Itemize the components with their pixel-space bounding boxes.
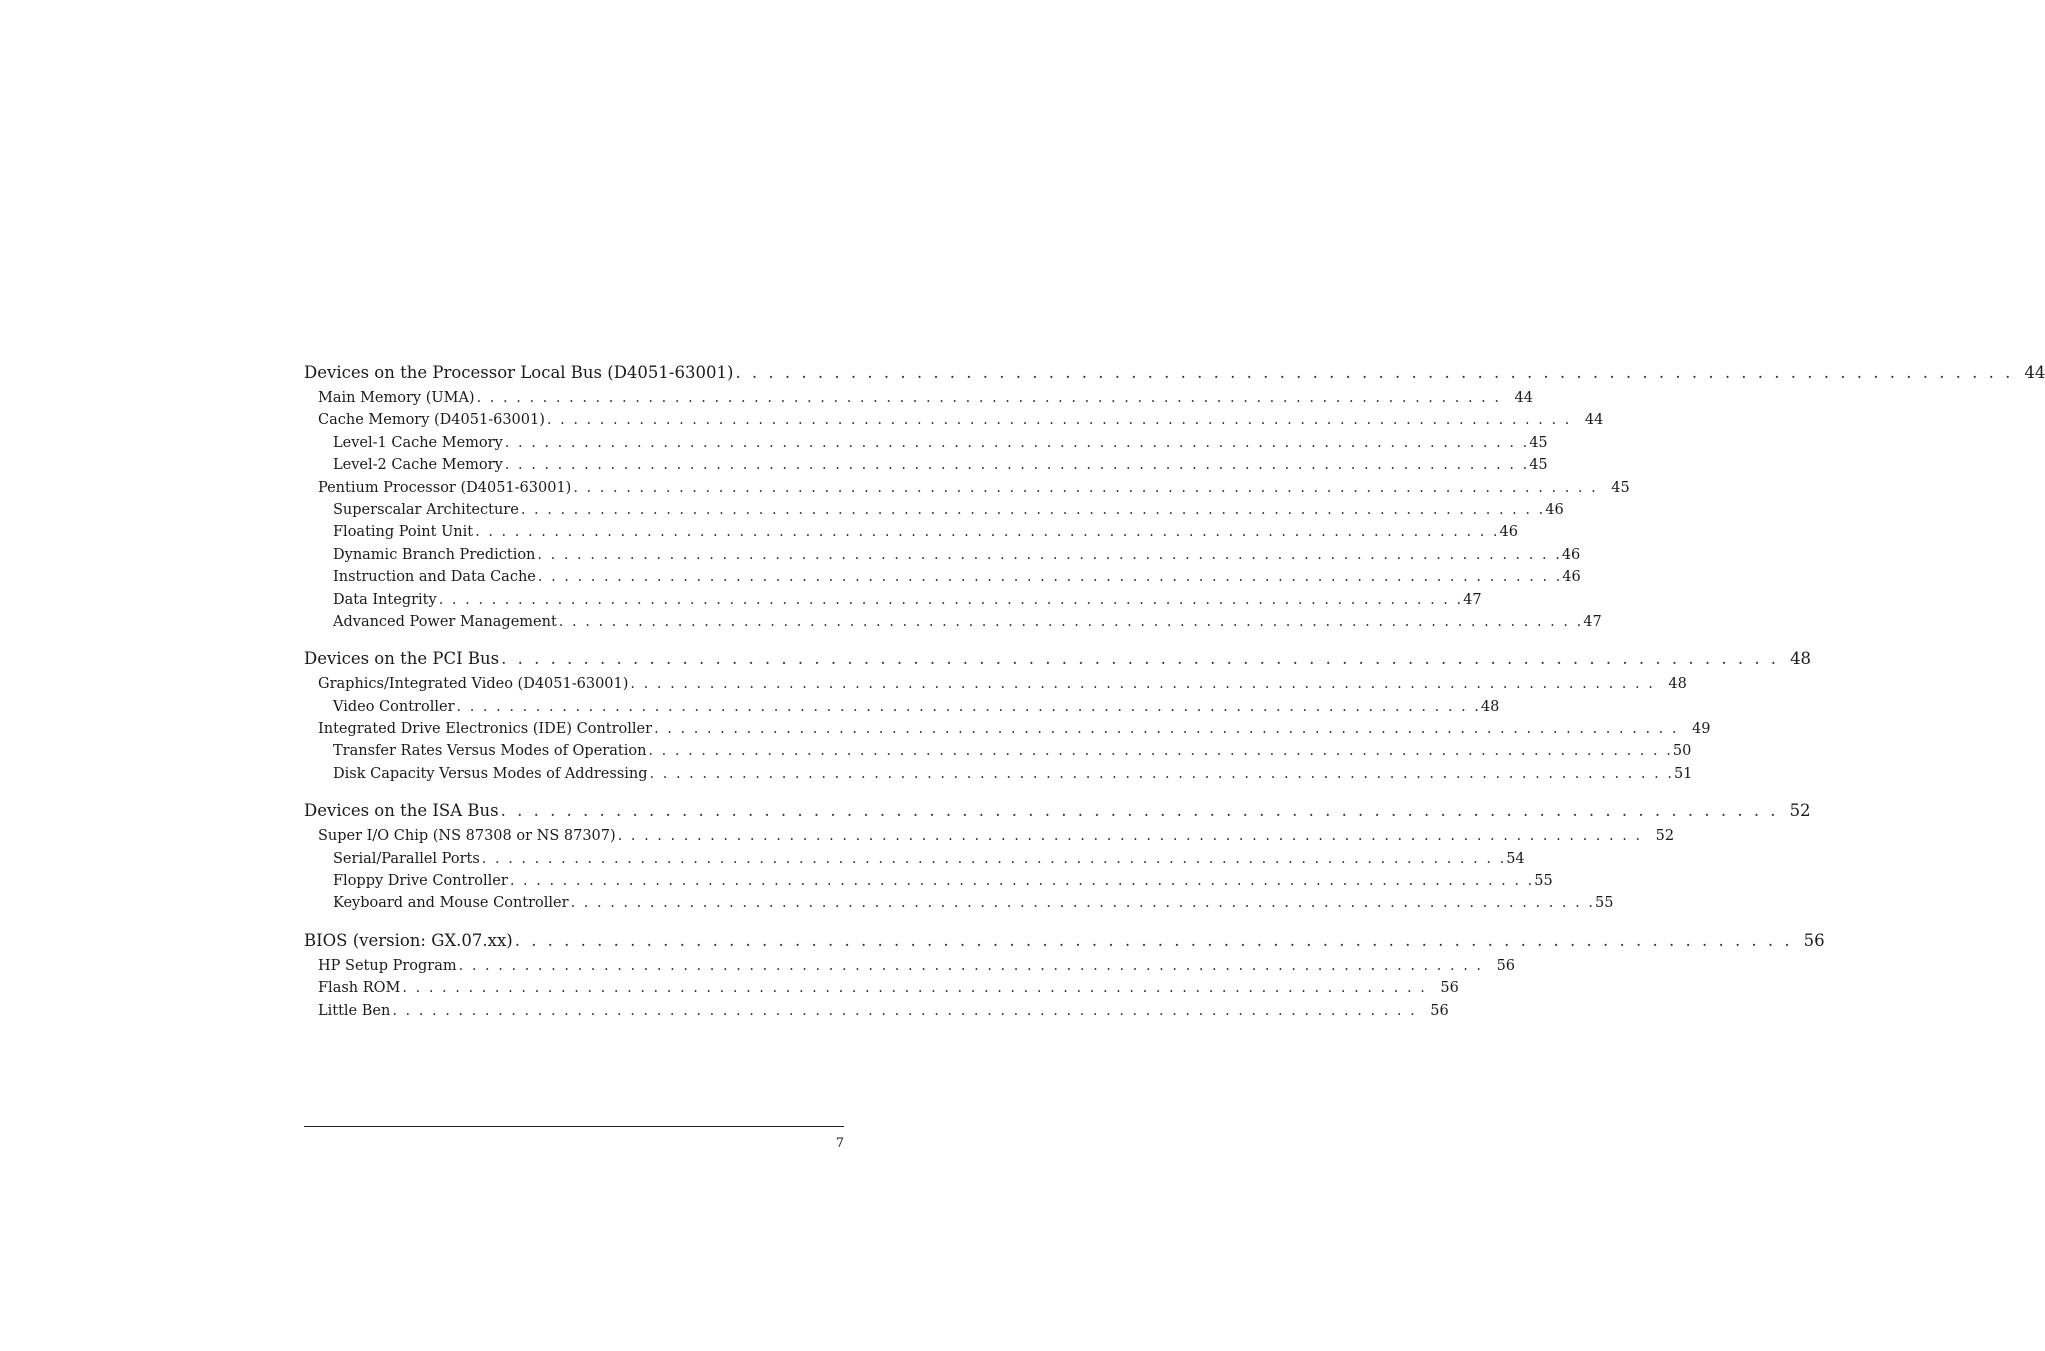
toc-entry-title: Transfer Rates Versus Modes of Operation [333,743,647,760]
toc-entry-page: 45 [1529,434,1548,451]
dot-leader: . . . . . . . . . . . . . . . . . . . . . . . . . . . . . . . . . . . . . . . . . . . . . . . . . . . . . . . . . . . . . . . . . . . . . . . . . . . . . . [558,613,1584,630]
dot-leader: . . . . . . . . . . . . . . . . . . . . . . . . . . . . . . . . . . . . . . . . . . . . . . . . . . . . . . . . . . . . . . . . . . . . . . . . . . . . . . [504,434,1530,451]
toc-subsection-entry[interactable] [304,499,1564,521]
toc-entry-title: Pentium Processor (D4051-63001) [318,479,572,496]
toc-subsection-entry[interactable] [304,892,1614,914]
toc-entry-page: 48 [1790,649,1812,669]
toc-section-entry[interactable] [304,718,1711,740]
toc-chapter-entry[interactable] [304,646,1812,672]
toc-section [304,360,2045,633]
toc-entry-title: Floppy Drive Controller [333,873,508,890]
toc-entry-title: Level-2 Cache Memory [333,457,503,474]
toc-entry-page: 50 [1672,743,1692,760]
toc-entry-page: 44 [1514,390,1533,406]
toc-section-entry[interactable] [304,1000,1449,1022]
toc-section-entry[interactable] [304,477,1630,499]
toc-entry-page: 44 [1584,412,1604,429]
toc-entry-page: 46 [1562,569,1581,586]
toc-entry-title: Floating Point Unit [333,524,474,541]
toc-subsection-entry[interactable] [304,566,1581,588]
toc-entry-title: Disk Capacity Versus Modes of Addressing [333,765,648,782]
dot-leader: . . . . . . . . . . . . . . . . . . . . . . . . . . . . . . . . . . . . . . . . . . . . . . . . . . . . . . . . . . . . . . . . . . . . . . . . . . . . . . [630,676,1655,693]
dot-leader: . . . . . . . . . . . . . . . . . . . . . . . . . . . . . . . . . . . . . . . . . . . . . . . . . . . . . . . . . . . . . . . . . . . . . . . . . . . . . . [509,873,1535,890]
toc-subsection-entry[interactable] [304,611,1602,633]
toc-entry-page: 47 [1583,613,1602,630]
dot-leader: . . . . . . . . . . . . . . . . . . . . . . . . . . . . . . . . . . . . . . . . . . . . . . . . . . . . . . . . . . . . . . . . . . . . . . . . . . . . . . [654,721,1679,738]
toc-subsection-entry[interactable] [304,432,1548,454]
toc-entry-title: Instruction and Data Cache [333,569,536,586]
dot-leader: . . . . . . . . . . . . . . . . . . . . . . . . . . . . . . . . . . . . . . . . . . . . . . . . . . . . . . . . . . . . . . . . . . . . . . . . . . . . . . [546,412,1572,429]
dot-leader: . . . . . . . . . . . . . . . . . . . . . . . . . . . . . . . . . . . . . . . . . . . . . . . . . . . . . . . . . . . . . . . . . . . . . . . . . . . . . . [438,591,1464,608]
footer-rule [304,1126,844,1127]
toc-chapter-entry[interactable] [304,928,1825,954]
toc-entry-page: 48 [1668,676,1687,693]
toc-entry-title: Keyboard and Mouse Controller [333,895,569,912]
toc-chapter-entry[interactable] [304,360,2045,386]
toc-section-entry[interactable] [304,387,1533,409]
dot-leader: . . . . . . . . . . . . . . . . . . . . . . . . . . . . . . . . . . . . . . . . . . . . . . . . . . . . . . . . . . . . . . . . . . . . . . . . . . . . . . [617,828,1643,845]
toc-entry-page: 56 [1440,980,1459,997]
dot-leader: . . . . . . . . . . . . . . . . . . . . . . . . . . . . . . . . . . . . . . . . . . . . . . . . . . . . . . . . . . . . . . . . . . . . . . . . . . . . . . [402,980,1427,997]
toc-entry-page: 56 [1803,930,1825,950]
toc-entry-page: 52 [1655,828,1675,845]
dot-leader: . . . . . . . . . . . . . . . . . . . . . . . . . . . . . . . . . . . . . . . . . . . . . . . . . . . . . . . . . . . . . . . . . . . . . . . . . . . . . . [573,479,1598,496]
toc-section-entry[interactable] [304,673,1687,695]
toc-subsection-entry[interactable] [304,521,1518,543]
toc-entry-page: 56 [1430,1002,1449,1019]
toc-entry-page: 51 [1673,765,1693,782]
dot-leader: . . . . . . . . . . . . . . . . . . . . . . . . . . . . . . . . . . . . . . . . . . . . . . . . . . . . . . . . . . . . . . . . . . . . . . . . . . . . . . [500,801,1779,821]
dot-leader: . . . . . . . . . . . . . . . . . . . . . . . . . . . . . . . . . . . . . . . . . . . . . . . . . . . . . . . . . . . . . . . . . . . . . . . . . . . . . . [537,546,1562,563]
dot-leader: . . . . . . . . . . . . . . . . . . . . . . . . . . . . . . . . . . . . . . . . . . . . . . . . . . . . . . . . . . . . . . . . . . . . . . . . . . . . . . [476,390,1501,406]
toc-entry-page: 46 [1545,501,1564,518]
toc-entry-title: HP Setup Program [318,957,457,974]
toc-entry-title: Devices on the Processor Local Bus (D4051-63001) [304,363,734,382]
toc-subsection-entry[interactable] [304,696,1500,718]
toc-subsection-entry[interactable] [304,544,1581,566]
toc-entry-page: 55 [1534,873,1553,890]
toc-entry-title: Devices on the ISA Bus [304,801,499,821]
toc-entry-page: 45 [1611,479,1630,496]
toc-section [304,646,1812,785]
toc-subsection-entry[interactable] [304,740,1692,762]
toc-section-entry[interactable] [304,409,1604,431]
dot-leader: . . . . . . . . . . . . . . . . . . . . . . . . . . . . . . . . . . . . . . . . . . . . . . . . . . . . . . . . . . . . . . . . . . . . . . . . . . . . . . [501,649,1780,669]
toc-entry-page: 47 [1463,591,1482,608]
dot-leader: . . . . . . . . . . . . . . . . . . . . . . . . . . . . . . . . . . . . . . . . . . . . . . . . . . . . . . . . . . . . . . . . . . . . . . . . . . . . . . [648,743,1673,760]
dot-leader: . . . . . . . . . . . . . . . . . . . . . . . . . . . . . . . . . . . . . . . . . . . . . . . . . . . . . . . . . . . . . . . . . . . . . . . . . . . . . . [458,957,1484,974]
toc-entry-title: Data Integrity [333,591,437,608]
toc-section-entry[interactable] [304,977,1459,999]
toc-entry-title: Devices on the PCI Bus [304,649,500,669]
toc-entry-title: Cache Memory (D4051-63001) [318,412,545,429]
toc-entry-title: Super I/O Chip (NS 87308 or NS 87307) [318,828,616,845]
toc-entry-page: 55 [1594,895,1614,912]
dot-leader: . . . . . . . . . . . . . . . . . . . . . . . . . . . . . . . . . . . . . . . . . . . . . . . . . . . . . . . . . . . . . . . . . . . . . . . . . . . . . . [392,1002,1417,1019]
toc-section-entry[interactable] [304,955,1516,977]
toc-entry-title: BIOS (version: GX.07.xx) [304,930,513,950]
dot-leader: . . . . . . . . . . . . . . . . . . . . . . . . . . . . . . . . . . . . . . . . . . . . . . . . . . . . . . . . . . . . . . . . . . . . . . . . . . . . . . [649,765,1674,782]
toc-entry-title: Graphics/Integrated Video (D4051-63001) [318,676,629,693]
toc-entry-page: 54 [1506,850,1525,867]
toc-entry-title: Superscalar Architecture [333,501,519,518]
toc-entry-page: 48 [1480,698,1500,715]
dot-leader: . . . . . . . . . . . . . . . . . . . . . . . . . . . . . . . . . . . . . . . . . . . . . . . . . . . . . . . . . . . . . . . . . . . . . . . . . . . . . . [514,930,1793,950]
toc-section [304,928,1825,1022]
dot-leader: . . . . . . . . . . . . . . . . . . . . . . . . . . . . . . . . . . . . . . . . . . . . . . . . . . . . . . . . . . . . . . . . . . . . . . . . . . . . . . [537,569,1563,586]
dot-leader: . . . . . . . . . . . . . . . . . . . . . . . . . . . . . . . . . . . . . . . . . . . . . . . . . . . . . . . . . . . . . . . . . . . . . . . . . . . . . . [520,501,1546,518]
toc-entry-title: Flash ROM [318,980,401,997]
dot-leader: . . . . . . . . . . . . . . . . . . . . . . . . . . . . . . . . . . . . . . . . . . . . . . . . . . . . . . . . . . . . . . . . . . . . . . . . . . . . . . [475,524,1500,541]
table-of-contents [304,360,2045,1035]
toc-entry-page: 45 [1529,457,1548,474]
toc-entry-title: Integrated Drive Electronics (IDE) Controller [318,721,653,738]
toc-entry-page: 46 [1561,546,1581,563]
dot-leader: . . . . . . . . . . . . . . . . . . . . . . . . . . . . . . . . . . . . . . . . . . . . . . . . . . . . . . . . . . . . . . . . . . . . . . . . . . . . . . [570,895,1595,912]
toc-entry-title: Advanced Power Management [333,613,557,630]
toc-entry-title: Little Ben [318,1002,391,1019]
toc-entry-title: Dynamic Branch Prediction [333,546,536,563]
dot-leader: . . . . . . . . . . . . . . . . . . . . . . . . . . . . . . . . . . . . . . . . . . . . . . . . . . . . . . . . . . . . . . . . . . . . . . . . . . . . . . [504,457,1530,474]
dot-leader: . . . . . . . . . . . . . . . . . . . . . . . . . . . . . . . . . . . . . . . . . . . . . . . . . . . . . . . . . . . . . . . . . . . . . . . . . . . . . . [456,698,1481,715]
toc-entry-title: Video Controller [333,698,455,715]
toc-entry-page: 52 [1789,801,1811,821]
toc-section-entry[interactable] [304,825,1675,847]
toc-entry-page: 44 [2024,363,2045,382]
toc-entry-page: 49 [1692,721,1711,738]
toc-entry-page: 46 [1499,524,1518,541]
toc-entry-title: Main Memory (UMA) [318,390,475,406]
toc-subsection-entry[interactable] [304,870,1553,892]
toc-section [304,798,1811,915]
toc-subsection-entry[interactable] [304,848,1525,870]
dot-leader: . . . . . . . . . . . . . . . . . . . . . . . . . . . . . . . . . . . . . . . . . . . . . . . . . . . . . . . . . . . . . . . . . . . . . . . . . . . . . . [735,363,2014,382]
toc-subsection-entry[interactable] [304,763,1693,785]
dot-leader: . . . . . . . . . . . . . . . . . . . . . . . . . . . . . . . . . . . . . . . . . . . . . . . . . . . . . . . . . . . . . . . . . . . . . . . . . . . . . . [481,850,1507,867]
toc-chapter-entry[interactable] [304,798,1811,824]
toc-subsection-entry[interactable] [304,454,1548,476]
toc-subsection-entry[interactable] [304,589,1482,611]
page-number: 7 [835,1136,844,1151]
toc-entry-title: Level-1 Cache Memory [333,434,503,451]
toc-entry-title: Serial/Parallel Ports [333,850,480,867]
toc-entry-page: 56 [1496,957,1516,974]
